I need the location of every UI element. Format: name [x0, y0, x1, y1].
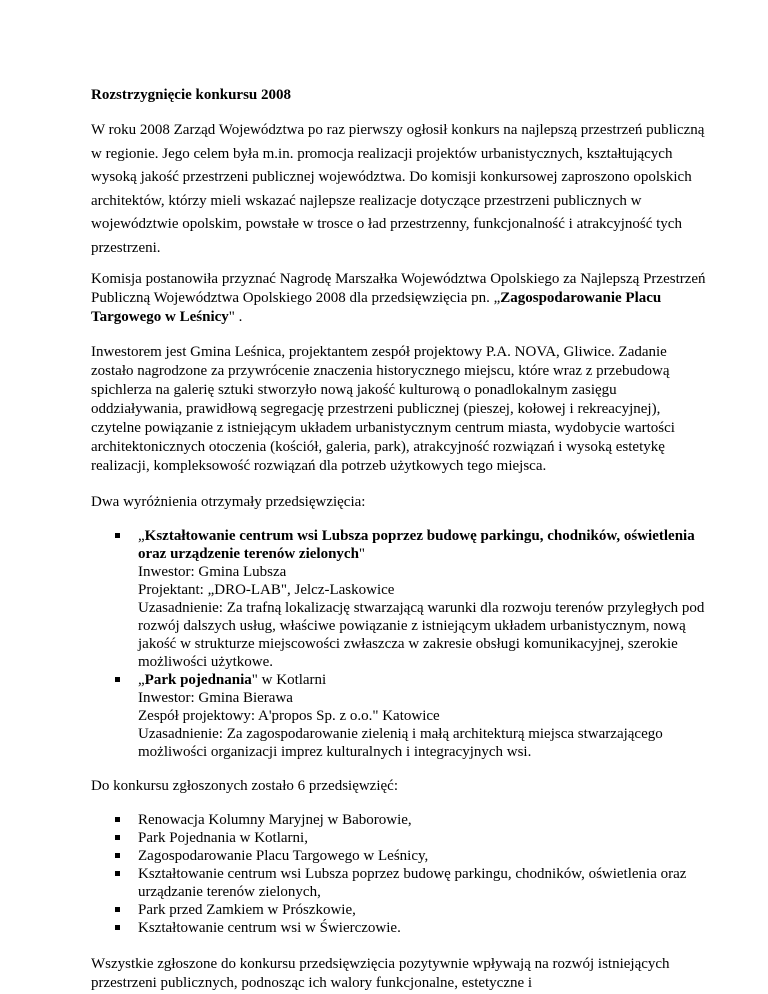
- entry-text: Kształtowanie centrum wsi w Świerczowie.: [138, 920, 401, 936]
- distinctions-list: [91, 527, 711, 761]
- entry-text: Zagospodarowanie Placu Targowego w Leśnicy,: [138, 848, 429, 864]
- distinction-designer: Projektant: „DRO-LAB", Jelcz-Laskowice: [138, 582, 395, 598]
- list-item: [91, 901, 711, 919]
- distinctions-intro: Dwa wyróżnienia otrzymały przedsięwzięcia:: [91, 494, 366, 510]
- list-item: [91, 865, 711, 901]
- distinction-item: [91, 527, 711, 671]
- distinction-open-quote: „: [138, 528, 145, 544]
- distinction-item: [91, 671, 711, 761]
- square-bullet-icon: [115, 817, 120, 822]
- entry-text: Park przed Zamkiem w Prószkowie,: [138, 902, 356, 918]
- distinction-investor: Inwestor: Gmina Lubsza: [138, 564, 287, 580]
- award-paragraph-text: Komisja postanowiła przyznać Nagrodę Marszałka Województwa Opolskiego za Najlepszą Przestrzeń Publiczną Województwa Opolskiego 2008 dla przedsięwzięcia pn.: [91, 271, 706, 306]
- award-paragraph: [91, 270, 711, 327]
- distinction-title: [138, 671, 711, 689]
- award-open-quote: „: [493, 290, 501, 306]
- square-bullet-icon: [115, 835, 120, 840]
- distinction-name: Kształtowanie centrum wsi Lubsza poprzez budowę parkingu, chodników, oświetlenia oraz urządzenie terenów zielonych: [138, 528, 695, 562]
- entries-list: [91, 811, 711, 937]
- list-item: [91, 829, 711, 847]
- entry-text: Kształtowanie centrum wsi Lubsza poprzez budowę parkingu, chodników, oświetlenia oraz urządzanie terenów zielonych,: [138, 866, 687, 900]
- investor-paragraph: Inwestorem jest Gmina Leśnica, projektantem zespół projektowy P.A. NOVA, Gliwice. Zadanie zostało nagrodzone za przywrócenie znaczenia historycznego miejscu, które wraz z przebudową spichlerza na galerię sztuki stworzyło nową jakość kulturową o ponadlokalnym zasięgu oddziaływania, prawidłową segregację przestrzeni publicznej (pieszej, kołowej i rekreacyjnej), czytelne powiązanie z istniejącym układem urbanistycznym centrum miasta, wydobycie wartości architektonicznych otoczenia (kościół, galeria, park), atrakcyjność rozwiązań i wysoką estetykę realizacji, kompleksowość rozwiązań dla potrzeb użytkowych tego miejsca.: [91, 344, 675, 474]
- square-bullet-icon: [115, 533, 120, 538]
- closing-paragraph: Wszystkie zgłoszone do konkursu przedsięwzięcia pozytywnie wpływają na rozwój istniejących przestrzeni publicznych, podnosząc ich walory funkcjonalne, estetyczne i: [91, 956, 670, 991]
- square-bullet-icon: [115, 677, 120, 682]
- entries-intro: Do konkursu zgłoszonych zostało 6 przedsięwzięć:: [91, 778, 398, 794]
- intro-paragraph: W roku 2008 Zarząd Województwa po raz pierwszy ogłosił konkurs na najlepszą przestrzeń publiczną w regionie. Jego celem była m.in. promocja realizacji projektów urbanistycznych, kształtujących wysoką jakość przestrzeni publicznej województwa. Do komisji konkursowej zaproszono opolskich architektów, którzy mieli wskazać najlepsze realizacje dotyczące przestrzeni publicznych w województwie opolskim, powstałe w trosce o ład przestrzenny, funkcjonalność i atrakcyjność tych przestrzeni.: [91, 122, 705, 256]
- list-item: [91, 919, 711, 937]
- distinction-title: [138, 527, 711, 563]
- square-bullet-icon: [115, 907, 120, 912]
- square-bullet-icon: [115, 871, 120, 876]
- distinction-name-suffix: " w Kotlarni: [251, 672, 327, 688]
- distinction-investor: Inwestor: Gmina Bierawa: [138, 690, 293, 706]
- square-bullet-icon: [115, 853, 120, 858]
- distinction-justification: Uzasadnienie: Za zagospodarowanie zielenią i małą architekturą miejsca stwarzającego możliwości organizacji imprez kulturalnych i integracyjnych wsi.: [138, 726, 663, 760]
- document-page: [91, 86, 711, 993]
- entry-text: Park Pojednania w Kotlarni,: [138, 830, 308, 846]
- document-title: Rozstrzygnięcie konkursu 2008: [91, 87, 291, 103]
- distinction-name: Park pojednania: [144, 672, 252, 688]
- distinction-justification: Uzasadnienie: Za trafną lokalizację stwarzającą warunki dla rozwoju terenów przyległych pod rozwój dalszych usług, właściwe powiązanie z istniejącym układem urbanistycznym, nową jakość w strukturze miejscowości zwłaszcza w zakresie obsługi komunikacyjnej, szerokie możliwości użytkowe.: [138, 600, 705, 670]
- award-project-name: Zagospodarowanie Placu Targowego w Leśnicy: [91, 290, 662, 325]
- square-bullet-icon: [115, 925, 120, 930]
- distinction-name-suffix: ": [358, 546, 366, 562]
- distinction-designer: Zespół projektowy: A'propos Sp. z o.o." Katowice: [138, 708, 440, 724]
- award-close: " .: [228, 309, 243, 325]
- list-item: [91, 811, 711, 829]
- distinction-open-quote: „: [138, 672, 145, 688]
- list-item: [91, 847, 711, 865]
- entry-text: Renowacja Kolumny Maryjnej w Baborowie,: [138, 812, 412, 828]
